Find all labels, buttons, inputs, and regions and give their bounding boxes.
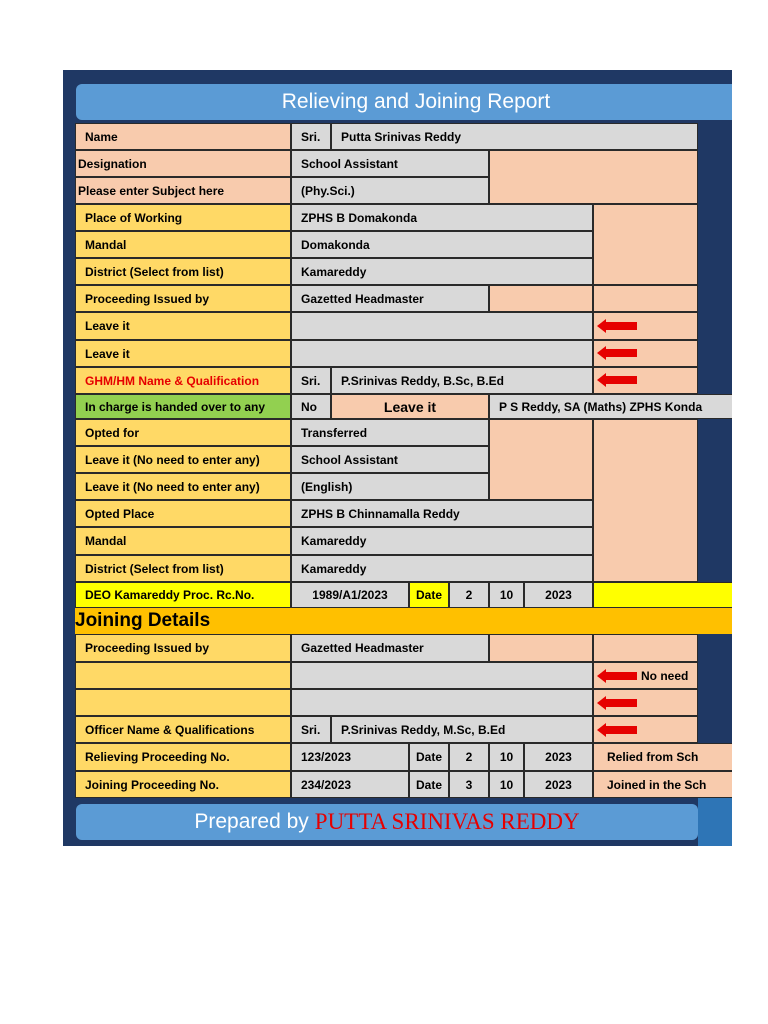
joining-proceeding-label: Proceeding Issued by: [75, 634, 291, 662]
opted-for-field[interactable]: Transferred: [291, 419, 489, 446]
ghm-field[interactable]: P.Srinivas Reddy, B.Sc, B.Ed: [331, 367, 593, 394]
proceeding-extra: [489, 285, 593, 312]
incharge-hint: Leave it: [331, 394, 489, 419]
district-2-label: District (Select from list): [75, 555, 291, 582]
joining-proc-number[interactable]: 234/2023: [291, 771, 409, 798]
footer-prefix: Prepared by: [194, 810, 309, 833]
footer-right-block: [698, 798, 732, 846]
joining-proceeding-field[interactable]: Gazetted Headmaster: [291, 634, 489, 662]
joining-date-year[interactable]: 2023: [524, 771, 593, 798]
relieving-date-day[interactable]: 2: [449, 743, 489, 771]
district-2-field[interactable]: Kamareddy: [291, 555, 593, 582]
arrow-left-icon: [597, 696, 637, 710]
joining-blank-2-field[interactable]: [291, 689, 593, 716]
joining-heading: Joining Details: [75, 610, 211, 631]
name-prefix[interactable]: Sri.: [291, 123, 331, 150]
leave-it-2-field[interactable]: [291, 340, 593, 367]
designation-field[interactable]: School Assistant: [291, 150, 489, 177]
district-field[interactable]: Kamareddy: [291, 258, 593, 285]
proceeding-side: [593, 285, 698, 312]
joining-blank-1-label: [75, 662, 291, 689]
place-label: Place of Working: [75, 204, 291, 231]
leave-it-3-field[interactable]: School Assistant: [291, 446, 489, 473]
arrow-left-icon: [597, 319, 637, 333]
arrow-left-icon: [597, 723, 637, 737]
name-label: Name: [75, 123, 291, 150]
deo-date-day[interactable]: 2: [449, 582, 489, 608]
joining-section-bar: [75, 608, 732, 634]
joining-proceeding-extra: [489, 634, 593, 662]
deo-proc-number[interactable]: 1989/A1/2023: [291, 582, 409, 608]
report-title: Relieving and Joining Report: [281, 90, 551, 113]
ghm-label: GHM/HM Name & Qualification: [75, 367, 291, 394]
joining-date-label: Date: [409, 771, 449, 798]
relieving-date-label: Date: [409, 743, 449, 771]
joining-blank-1-field[interactable]: [291, 662, 593, 689]
subject-label: Please enter Subject here: [75, 177, 291, 204]
joining-proceeding-side: [593, 634, 698, 662]
deo-date-label: Date: [409, 582, 449, 608]
district-label: District (Select from list): [75, 258, 291, 285]
relieving-date-year[interactable]: 2023: [524, 743, 593, 771]
leave-it-1-label: Leave it: [75, 312, 291, 340]
leave-it-4-field[interactable]: (English): [291, 473, 489, 500]
relieving-note: Relied from Sch: [593, 743, 732, 771]
ghm-prefix[interactable]: Sri.: [291, 367, 331, 394]
photo-area: [489, 150, 698, 204]
no-need-note: No need: [641, 668, 689, 683]
mandal-field[interactable]: Domakonda: [291, 231, 593, 258]
report-sheet: [63, 70, 732, 846]
deo-label: DEO Kamareddy Proc. Rc.No.: [75, 582, 291, 608]
mandal-label: Mandal: [75, 231, 291, 258]
footer-author: PUTTA SRINIVAS REDDY: [314, 809, 580, 834]
name-field[interactable]: Putta Srinivas Reddy: [331, 123, 698, 150]
relieving-date-month[interactable]: 10: [489, 743, 524, 771]
leave-it-3-label: Leave it (No need to enter any): [75, 446, 291, 473]
proceeding-field[interactable]: Gazetted Headmaster: [291, 285, 489, 312]
place-side-area: [593, 204, 698, 285]
deo-date-year[interactable]: 2023: [524, 582, 593, 608]
deo-date-month[interactable]: 10: [489, 582, 524, 608]
leave-it-4-label: Leave it (No need to enter any): [75, 473, 291, 500]
mandal-2-label: Mandal: [75, 527, 291, 555]
officer-label: Officer Name & Qualifications: [75, 716, 291, 743]
arrow-left-icon: [597, 669, 637, 683]
designation-label: Designation: [75, 150, 291, 177]
joining-note: Joined in the Sch: [593, 771, 732, 798]
joining-date-month[interactable]: 10: [489, 771, 524, 798]
joining-blank-2-label: [75, 689, 291, 716]
title-banner: [76, 84, 732, 120]
deo-side: [593, 582, 732, 608]
arrow-left-icon: [597, 373, 637, 387]
proceeding-label: Proceeding Issued by: [75, 285, 291, 312]
opted-side-area: [593, 419, 698, 582]
incharge-label: In charge is handed over to any: [75, 394, 291, 419]
relieving-number[interactable]: 123/2023: [291, 743, 409, 771]
opted-place-field[interactable]: ZPHS B Chinnamalla Reddy: [291, 500, 593, 527]
opted-extra: [489, 419, 593, 500]
officer-field[interactable]: P.Srinivas Reddy, M.Sc, B.Ed: [331, 716, 593, 743]
opted-place-label: Opted Place: [75, 500, 291, 527]
place-field[interactable]: ZPHS B Domakonda: [291, 204, 593, 231]
relieving-label: Relieving Proceeding No.: [75, 743, 291, 771]
mandal-2-field[interactable]: Kamareddy: [291, 527, 593, 555]
leave-it-2-label: Leave it: [75, 340, 291, 367]
opted-for-label: Opted for: [75, 419, 291, 446]
joining-proc-label: Joining Proceeding No.: [75, 771, 291, 798]
incharge-choice[interactable]: No: [291, 394, 331, 419]
subject-field[interactable]: (Phy.Sci.): [291, 177, 489, 204]
incharge-field[interactable]: P S Reddy, SA (Maths) ZPHS Konda: [489, 394, 732, 419]
footer-banner: [76, 804, 698, 840]
joining-date-day[interactable]: 3: [449, 771, 489, 798]
leave-it-1-field[interactable]: [291, 312, 593, 340]
arrow-left-icon: [597, 346, 637, 360]
officer-prefix[interactable]: Sri.: [291, 716, 331, 743]
